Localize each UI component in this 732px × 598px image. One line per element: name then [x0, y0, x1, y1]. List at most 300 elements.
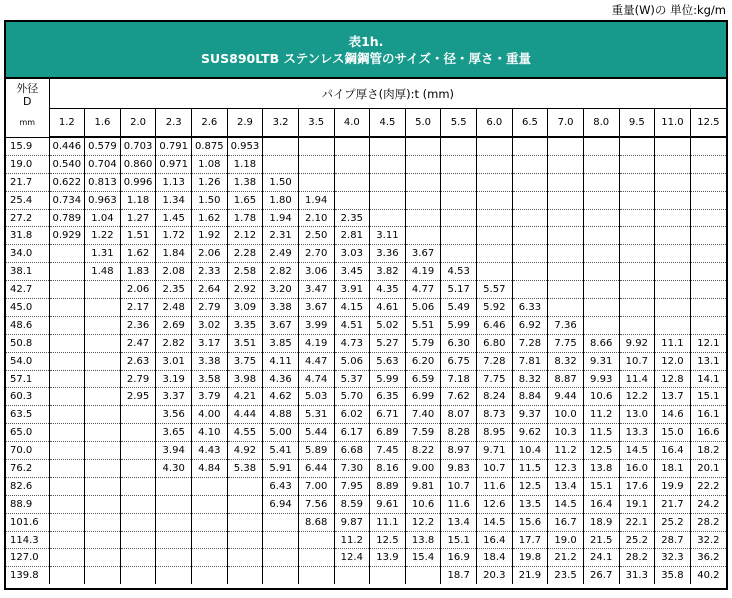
weight-cell [690, 263, 726, 281]
weight-cell: 10.7 [619, 352, 655, 370]
weight-cell [298, 137, 334, 155]
table-row [6, 334, 726, 352]
weight-cell: 1.48 [85, 263, 121, 281]
weight-cell: 16.9 [441, 549, 477, 567]
weight-cell: 2.10 [298, 209, 334, 227]
weight-cell: 0.963 [85, 191, 121, 209]
weight-cell [583, 173, 619, 191]
weight-cell [263, 513, 299, 531]
weight-cell: 9.31 [583, 352, 619, 370]
weight-cell: 6.35 [370, 388, 406, 406]
thickness-col-header: 2.6 [192, 109, 228, 138]
weight-cell [690, 155, 726, 173]
weight-cell: 0.622 [49, 173, 85, 191]
thickness-col-header: 4.0 [334, 109, 370, 138]
weight-cell [49, 299, 85, 317]
weight-cell: 15.1 [441, 531, 477, 549]
weight-cell: 6.43 [263, 477, 299, 495]
weight-cell: 10.6 [583, 388, 619, 406]
weight-cell: 13.7 [655, 388, 691, 406]
weight-cell [690, 245, 726, 263]
weight-cell: 25.2 [655, 513, 691, 531]
weight-cell: 3.47 [298, 281, 334, 299]
outer-diameter-cell: 25.4 [6, 191, 49, 209]
weight-cell: 2.12 [227, 227, 263, 245]
weight-cell: 21.2 [548, 549, 584, 567]
weight-cell [49, 424, 85, 442]
weight-cell: 1.92 [192, 227, 228, 245]
weight-cell [49, 406, 85, 424]
table-row [6, 263, 726, 281]
weight-cell [441, 137, 477, 155]
weight-cell [405, 155, 441, 173]
weight-cell: 2.31 [263, 227, 299, 245]
weight-cell [263, 137, 299, 155]
weight-cell [227, 567, 263, 584]
weight-cell [85, 477, 121, 495]
weight-cell [548, 263, 584, 281]
weight-cell: 1.45 [156, 209, 192, 227]
weight-cell [263, 531, 299, 549]
weight-cell: 4.47 [298, 352, 334, 370]
weight-cell: 1.50 [263, 173, 299, 191]
weight-cell [85, 442, 121, 460]
weight-cell: 9.00 [405, 460, 441, 478]
weight-cell: 11.1 [370, 513, 406, 531]
weight-cell: 4.00 [192, 406, 228, 424]
weight-cell: 7.95 [334, 477, 370, 495]
weight-cell: 8.59 [334, 495, 370, 513]
weight-cell: 12.5 [370, 531, 406, 549]
weight-cell [477, 155, 513, 173]
weight-cell [85, 406, 121, 424]
weight-cell [49, 263, 85, 281]
weight-cell [49, 352, 85, 370]
weight-cell: 2.06 [192, 245, 228, 263]
thickness-col-header: 2.0 [120, 109, 156, 138]
weight-cell: 14.5 [548, 495, 584, 513]
weight-cell: 3.19 [156, 370, 192, 388]
weight-cell: 19.0 [548, 531, 584, 549]
weight-cell: 9.44 [548, 388, 584, 406]
od-label: 外径 [16, 82, 39, 95]
weight-cell [441, 173, 477, 191]
weight-cell: 1.51 [120, 227, 156, 245]
weight-cell: 25.2 [619, 531, 655, 549]
weight-cell: 32.3 [655, 549, 691, 567]
weight-cell: 13.8 [583, 460, 619, 478]
weight-cell: 4.73 [334, 334, 370, 352]
weight-cell: 3.82 [370, 263, 406, 281]
outer-diameter-cell: 50.8 [6, 334, 49, 352]
weight-cell: 8.07 [441, 406, 477, 424]
weight-cell: 12.4 [334, 549, 370, 567]
weight-cell [548, 191, 584, 209]
weight-cell: 5.63 [370, 352, 406, 370]
weight-cell [156, 567, 192, 584]
weight-cell [120, 495, 156, 513]
table-row [6, 191, 726, 209]
weight-cell [49, 388, 85, 406]
weight-cell: 16.6 [690, 424, 726, 442]
weight-cell: 0.971 [156, 155, 192, 173]
weight-cell [85, 549, 121, 567]
weight-cell: 5.03 [298, 388, 334, 406]
weight-cell: 28.2 [619, 549, 655, 567]
weight-cell [334, 191, 370, 209]
weight-cell [298, 531, 334, 549]
od-symbol: D [23, 95, 32, 108]
weight-cell [512, 209, 548, 227]
weight-cell [156, 531, 192, 549]
weight-cell [120, 567, 156, 584]
weight-cell [334, 137, 370, 155]
weight-cell [441, 191, 477, 209]
weight-cell: 36.2 [690, 549, 726, 567]
weight-cell: 3.85 [263, 334, 299, 352]
weight-cell: 4.55 [227, 424, 263, 442]
weight-cell: 28.2 [690, 513, 726, 531]
weight-cell: 16.4 [477, 531, 513, 549]
weight-cell: 13.0 [619, 406, 655, 424]
weight-cell [192, 567, 228, 584]
weight-cell: 2.64 [192, 281, 228, 299]
weight-cell [655, 191, 691, 209]
weight-cell [619, 263, 655, 281]
weight-cell: 12.2 [405, 513, 441, 531]
weight-cell: 1.31 [85, 245, 121, 263]
weight-cell: 8.32 [512, 370, 548, 388]
weight-cell [655, 209, 691, 227]
weight-cell [690, 209, 726, 227]
table-row [6, 406, 726, 424]
weight-cell: 7.36 [548, 316, 584, 334]
table-row [6, 495, 726, 513]
weight-cell [85, 531, 121, 549]
weight-cell [441, 245, 477, 263]
weight-cell [583, 155, 619, 173]
weight-cell: 12.6 [477, 495, 513, 513]
table-row [6, 245, 726, 263]
weight-cell: 2.82 [156, 334, 192, 352]
weight-cell: 6.17 [334, 424, 370, 442]
od-header-cell [6, 79, 49, 137]
weight-cell [192, 495, 228, 513]
weight-cell [441, 227, 477, 245]
weight-cell: 11.4 [619, 370, 655, 388]
thickness-header: パイプ厚さ(肉厚):t (mm) [49, 79, 726, 109]
weight-cell: 11.5 [512, 460, 548, 478]
weight-cell [441, 209, 477, 227]
weight-cell: 22.2 [690, 477, 726, 495]
weight-cell [49, 531, 85, 549]
thickness-col-header: 4.5 [370, 109, 406, 138]
table-title-bar [6, 22, 726, 79]
weight-cell: 7.40 [405, 406, 441, 424]
weight-cell: 2.58 [227, 263, 263, 281]
weight-cell [49, 567, 85, 584]
outer-diameter-cell: 19.0 [6, 155, 49, 173]
weight-cell: 4.53 [441, 263, 477, 281]
thickness-col-header: 3.5 [298, 109, 334, 138]
weight-cell: 5.27 [370, 334, 406, 352]
weight-cell: 13.3 [619, 424, 655, 442]
thickness-col-header: 2.9 [227, 109, 263, 138]
weight-cell [441, 155, 477, 173]
weight-cell: 5.92 [477, 299, 513, 317]
weight-cell: 3.01 [156, 352, 192, 370]
weight-cell: 10.7 [477, 460, 513, 478]
weight-cell: 0.734 [49, 191, 85, 209]
weight-cell: 0.703 [120, 137, 156, 155]
outer-diameter-cell: 57.1 [6, 370, 49, 388]
weight-cell [120, 549, 156, 567]
weight-cell: 2.33 [192, 263, 228, 281]
weight-cell [49, 460, 85, 478]
thickness-col-header: 8.0 [583, 109, 619, 138]
weight-cell: 3.11 [370, 227, 406, 245]
weight-cell: 0.446 [52, 140, 82, 152]
weight-cell [512, 227, 548, 245]
thickness-col-header: 7.0 [548, 109, 584, 138]
weight-cell [85, 352, 121, 370]
weight-cell [548, 227, 584, 245]
outer-diameter-cell: 139.8 [6, 567, 49, 584]
weight-cell: 1.26 [192, 173, 228, 191]
weight-cell: 5.41 [263, 442, 299, 460]
weight-cell: 2.63 [120, 352, 156, 370]
weight-cell: 4.43 [192, 442, 228, 460]
weight-cell: 1.80 [263, 191, 299, 209]
weight-cell [405, 567, 441, 584]
weight-cell: 18.4 [477, 549, 513, 567]
weight-cell: 7.75 [548, 334, 584, 352]
weight-cell: 12.1 [690, 334, 726, 352]
weight-cell [298, 567, 334, 584]
weight-cell: 4.15 [334, 299, 370, 317]
weight-cell: 20.3 [477, 567, 513, 584]
weight-cell [49, 334, 85, 352]
weight-cell: 3.17 [192, 334, 228, 352]
weight-cell: 18.9 [583, 513, 619, 531]
weight-cell: 3.94 [156, 442, 192, 460]
outer-diameter-cell: 27.2 [6, 209, 49, 227]
weight-cell: 1.08 [192, 155, 228, 173]
weight-cell: 1.50 [192, 191, 228, 209]
weight-cell: 0.860 [120, 155, 156, 173]
thickness-col-header: 5.0 [405, 109, 441, 138]
weight-cell: 11.2 [548, 442, 584, 460]
weight-cell [263, 549, 299, 567]
weight-cell: 13.8 [405, 531, 441, 549]
weight-cell: 1.38 [227, 173, 263, 191]
weight-cell: 1.34 [156, 191, 192, 209]
weight-cell: 14.1 [690, 370, 726, 388]
weight-cell: 5.89 [298, 442, 334, 460]
weight-cell: 19.9 [655, 477, 691, 495]
weight-cell: 13.1 [690, 352, 726, 370]
weight-cell: 12.3 [548, 460, 584, 478]
table-row [6, 442, 726, 460]
weight-cell: 0.929 [49, 227, 85, 245]
weight-cell [548, 209, 584, 227]
weight-cell: 7.45 [370, 442, 406, 460]
weight-cell: 9.62 [512, 424, 548, 442]
weight-cell [156, 495, 192, 513]
weight-cell: 21.9 [512, 567, 548, 584]
weight-cell: 5.44 [298, 424, 334, 442]
table-title: SUS890LTB ステンレス鋼鋼管のサイズ・径・厚さ・重量 [201, 50, 531, 66]
weight-cell: 7.18 [441, 370, 477, 388]
weight-cell [619, 155, 655, 173]
thickness-col-header: 1.6 [85, 109, 121, 138]
weight-cell: 4.19 [298, 334, 334, 352]
weight-cell [227, 549, 263, 567]
weight-cell: 14.5 [477, 513, 513, 531]
weight-cell: 5.99 [370, 370, 406, 388]
weight-cell: 35.8 [655, 567, 691, 584]
weight-cell: 3.45 [334, 263, 370, 281]
table-row [6, 155, 726, 173]
table-row [6, 424, 726, 442]
weight-cell: 4.61 [370, 299, 406, 317]
weight-cell [298, 549, 334, 567]
weight-cell [583, 299, 619, 317]
weight-cell [49, 316, 85, 334]
thickness-col-header: 2.3 [156, 109, 192, 138]
outer-diameter-cell: 45.0 [6, 299, 49, 317]
weight-cell: 5.06 [334, 352, 370, 370]
weight-cell [85, 281, 121, 299]
weight-cell [85, 567, 121, 584]
weight-cell [619, 191, 655, 209]
weight-cell: 6.46 [477, 316, 513, 334]
thickness-col-header: 9.5 [619, 109, 655, 138]
outer-diameter-cell: 15.9 [6, 137, 49, 155]
table-body [6, 137, 726, 584]
weight-cell: 21.5 [583, 531, 619, 549]
weight-cell: 1.83 [120, 263, 156, 281]
weight-cell: 6.71 [370, 406, 406, 424]
weight-cell: 0.875 [192, 137, 228, 155]
weight-cell [512, 173, 548, 191]
weight-cell: 23.5 [548, 567, 584, 584]
outer-diameter-cell: 38.1 [6, 263, 49, 281]
weight-cell: 2.35 [334, 209, 370, 227]
weight-cell [690, 281, 726, 299]
weight-cell: 6.68 [334, 442, 370, 460]
weight-cell: 2.81 [334, 227, 370, 245]
weight-cell [477, 245, 513, 263]
weight-cell [334, 155, 370, 173]
table-row [6, 227, 726, 245]
weight-cell: 2.17 [120, 299, 156, 317]
weight-cell [583, 137, 619, 155]
weight-cell [477, 173, 513, 191]
weight-cell: 8.89 [370, 477, 406, 495]
weight-cell: 2.92 [227, 281, 263, 299]
weight-cell [49, 442, 85, 460]
weight-cell: 3.06 [298, 263, 334, 281]
weight-cell [263, 155, 299, 173]
weight-cell: 1.62 [192, 209, 228, 227]
weight-cell [512, 155, 548, 173]
weight-cell: 9.37 [512, 406, 548, 424]
weight-cell: 7.81 [512, 352, 548, 370]
weight-cell: 1.04 [85, 209, 121, 227]
weight-cell: 5.17 [441, 281, 477, 299]
weight-cell: 3.98 [227, 370, 263, 388]
thickness-col-header: 11.0 [655, 109, 691, 138]
weight-cell: 7.62 [441, 388, 477, 406]
weight-cell: 22.1 [619, 513, 655, 531]
table-row [6, 388, 726, 406]
weight-cell [120, 477, 156, 495]
weight-cell: 11.2 [334, 531, 370, 549]
weight-cell: 6.30 [441, 334, 477, 352]
weight-cell [690, 316, 726, 334]
table-row [6, 352, 726, 370]
weight-cell: 7.00 [298, 477, 334, 495]
weight-cell [619, 299, 655, 317]
weight-cell [227, 495, 263, 513]
table-row [6, 477, 726, 495]
outer-diameter-cell: 70.0 [6, 442, 49, 460]
weight-cell [227, 513, 263, 531]
weight-cell [619, 316, 655, 334]
table-row [6, 513, 726, 531]
od-unit: mm [19, 118, 36, 127]
weight-cell [370, 155, 406, 173]
weight-cell: 12.2 [619, 388, 655, 406]
weight-cell [512, 245, 548, 263]
weight-cell: 2.50 [298, 227, 334, 245]
thickness-col-header: 6.5 [512, 109, 548, 138]
weight-cell: 7.28 [512, 334, 548, 352]
weight-cell [655, 245, 691, 263]
weight-cell [655, 263, 691, 281]
weight-cell [655, 137, 691, 155]
weight-cell: 7.28 [477, 352, 513, 370]
weight-cell: 15.1 [690, 388, 726, 406]
weight-cell: 1.22 [85, 227, 121, 245]
weight-cell [85, 316, 121, 334]
table-row [6, 549, 726, 567]
weight-cell: 8.68 [298, 513, 334, 531]
spec-table-frame [4, 20, 728, 590]
weight-cell: 1.94 [298, 191, 334, 209]
pipe-weight-table [6, 79, 726, 584]
weight-cell [49, 477, 85, 495]
weight-cell: 1.94 [263, 209, 299, 227]
weight-cell [405, 227, 441, 245]
outer-diameter-cell: 54.0 [6, 352, 49, 370]
weight-cell: 1.78 [227, 209, 263, 227]
weight-cell [85, 388, 121, 406]
weight-cell: 2.08 [156, 263, 192, 281]
table-row [6, 531, 726, 549]
weight-cell: 4.88 [263, 406, 299, 424]
outer-diameter-cell: 127.0 [6, 549, 49, 567]
weight-cell: 3.51 [227, 334, 263, 352]
weight-cell: 21.7 [655, 495, 691, 513]
weight-cell: 3.36 [370, 245, 406, 263]
weight-cell [477, 137, 513, 155]
weight-cell [583, 245, 619, 263]
weight-cell: 6.89 [370, 424, 406, 442]
table-row [6, 173, 726, 191]
weight-cell [405, 137, 441, 155]
